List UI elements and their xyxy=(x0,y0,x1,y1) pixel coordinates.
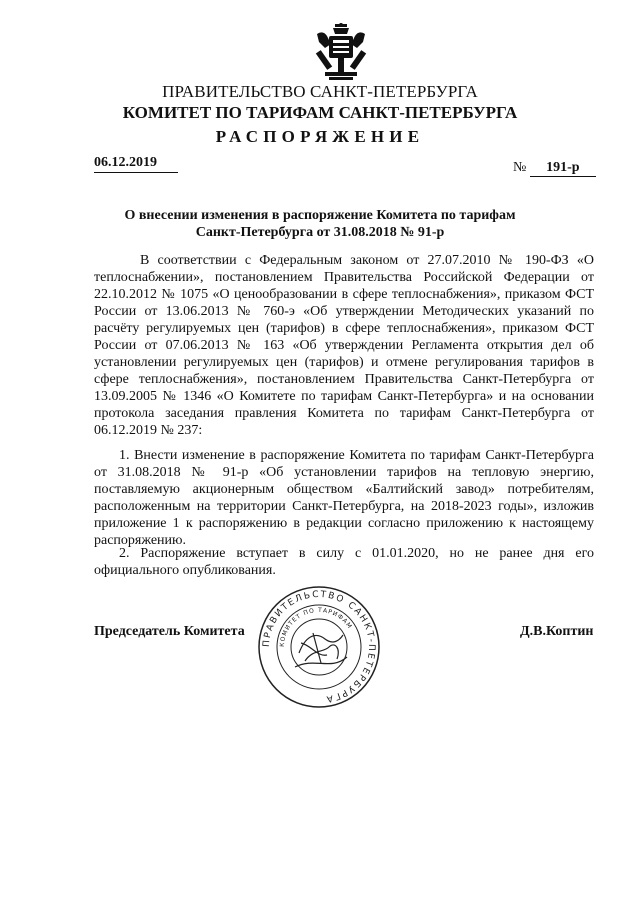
item-2-paragraph: 2. Распоряжение вступает в силу с 01.01.2020, но не ранее дня его официального опубликования. xyxy=(94,546,594,578)
coat-of-arms-icon xyxy=(311,22,371,82)
document-date: 06.12.2019 xyxy=(94,155,178,173)
number-label: № xyxy=(513,160,527,175)
signatory-position: Председатель Комитета xyxy=(94,624,245,639)
document-title: О внесении изменения в распоряжение Комитета по тарифам Санкт-Петербурга от 31.08.2018 № 91-р xyxy=(124,208,516,240)
svg-text:ПРАВИТЕЛЬСТВО САНКТ-ПЕТЕРБУРГА xyxy=(262,590,376,704)
svg-text:КОМИТЕТ ПО ТАРИФАМ xyxy=(279,607,353,647)
official-seal-stamp xyxy=(255,583,383,711)
committee-title: КОМИТЕТ ПО ТАРИФАМ САНКТ-ПЕТЕРБУРГА xyxy=(122,103,518,122)
document-number: 191-р xyxy=(530,160,596,177)
document-type: РАСПОРЯЖЕНИЕ xyxy=(215,127,425,146)
item-1-paragraph: 1. Внести изменение в распоряжение Комитета по тарифам Санкт-Петербурга от 31.08.2018 № 91-р «Об установлении тарифов на тепловую энергию, поставляемую акционерным обществом «Балтийский завод» потребителям, расположенным на территории Санкт-Петербурга, на 2018-2023 годы», изложив приложение 1 к распоряжению в редакции согласно приложению к настоящему распоряжению. xyxy=(94,448,594,548)
government-title: ПРАВИТЕЛЬСТВО САНКТ-ПЕТЕРБУРГА xyxy=(162,82,478,101)
preamble-paragraph: В соответствии с Федеральным законом от 27.07.2010 № 190-ФЗ «О теплоснабжении», постановлением Правительства Российской Федерации от 22.10.2012 № 1075 «О ценообразовании в сфере теплоснабжения», приказом ФСТ России от 13.06.2013 № 760-э «Об утверждении Методических указаний по расчёту регулируемых цен (тарифов) в сфере теплоснабжения», приказом ФСТ России от 07.06.2013 № 163 «Об утверждении Регламента открытия дел об установлении регулируемых цен (тарифов) и отмене регулирования тарифов в сфере теплоснабжения», постановлением Правительства Санкт-Петербурга от 13.09.2005 № 1346 «О Комитете по тарифам Санкт-Петербурга» и на основании протокола заседания правления Комитета по тарифам Санкт-Петербурга от 06.12.2019 № 237: xyxy=(94,253,594,438)
signatory-name: Д.В.Коптин xyxy=(520,624,594,639)
seal-inner-text: КОМИТЕТ ПО ТАРИФАМ xyxy=(278,606,354,648)
document-number-block xyxy=(513,160,596,177)
seal-ring-text: ПРАВИТЕЛЬСТВО САНКТ-ПЕТЕРБУРГА xyxy=(261,589,377,704)
